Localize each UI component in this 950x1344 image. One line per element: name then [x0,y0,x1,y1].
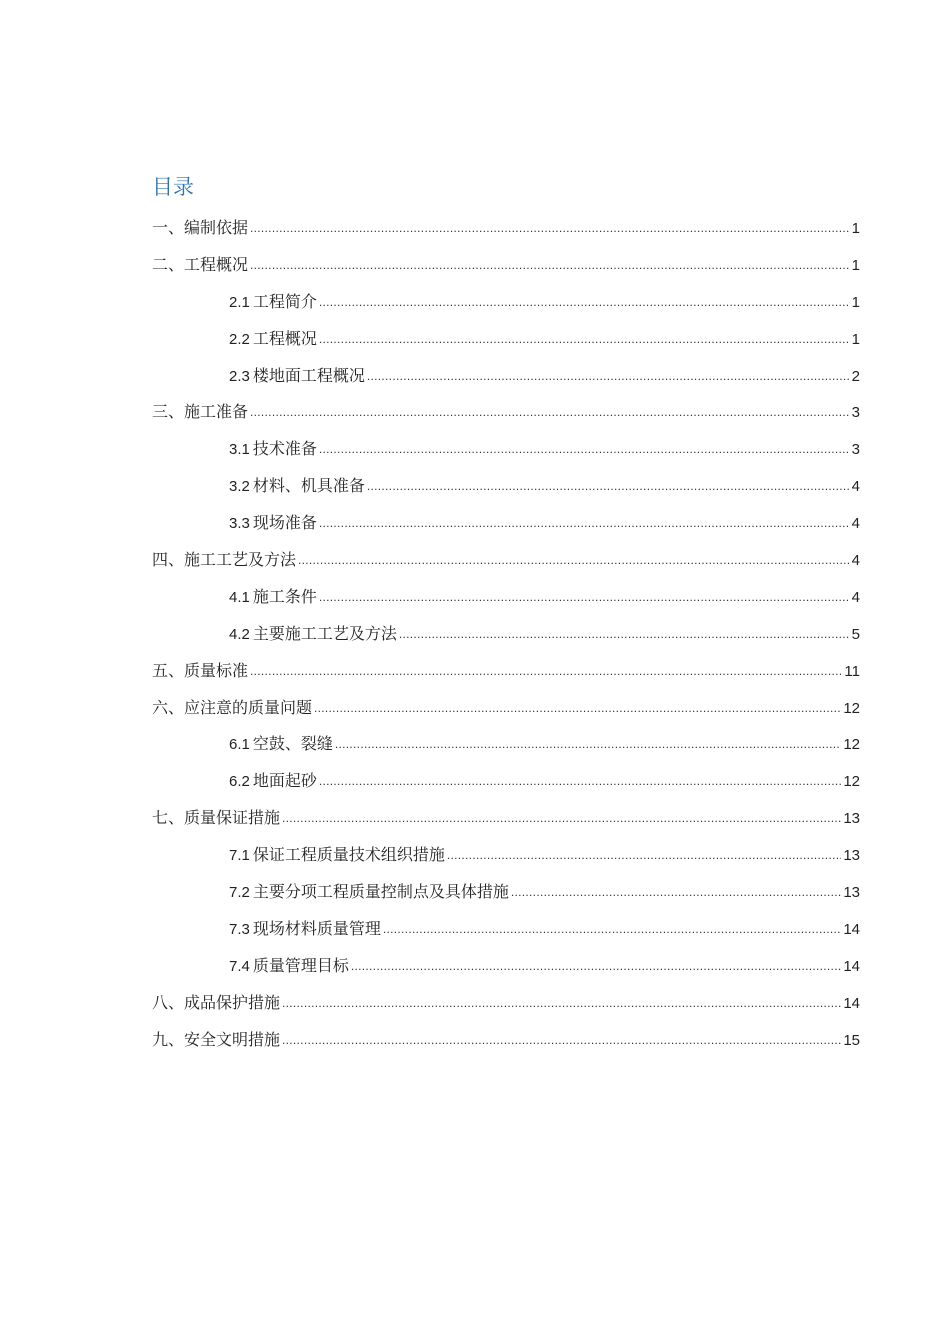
toc-entry[interactable] [152,542,860,579]
toc-entry-page-number: 1 [851,330,860,348]
toc-entry-label [229,431,317,469]
toc-entry-text: 六、应注意的质量问题 [152,697,313,717]
toc-entry-page-number: 12 [843,736,860,754]
toc-entry[interactable] [152,726,860,763]
toc-entry-label [152,985,280,1022]
toc-entry-text: 施工条件 [252,586,317,606]
toc-entry[interactable] [152,653,860,690]
toc-entry-label [152,690,312,727]
toc-entry-page-number: 13 [843,847,860,865]
toc-dot-leader [314,689,841,727]
toc-entry[interactable] [152,321,860,358]
toc-entry-text: 工程简介 [252,291,317,311]
toc-entry-label [152,210,248,247]
toc-entry[interactable] [152,394,860,431]
toc-dot-leader [319,762,841,800]
toc-entry[interactable] [152,247,860,284]
toc-entry-label [229,284,317,322]
toc-entry-label [152,542,296,579]
toc-entry-page-number: 1 [851,293,860,311]
toc-entry-label [152,394,248,431]
toc-dot-leader [282,1021,841,1059]
toc-dot-leader [250,246,850,284]
toc-entry-text: 三、施工准备 [152,402,249,422]
toc-dot-leader [319,578,850,616]
toc-entry-number: 4.2 [229,625,250,643]
toc-entry-number: 4.1 [229,588,250,606]
toc-entry-page-number: 4 [851,515,860,533]
toc-entry[interactable] [152,837,860,874]
toc-entry-text: 保证工程质量技术组织措施 [252,845,445,865]
toc-entry-text: 二、工程概况 [152,254,249,274]
toc-entry-number: 3.1 [229,441,250,459]
toc-dot-leader [319,504,850,542]
toc-entry-label [229,616,397,654]
toc-entry-page-number: 13 [843,884,860,902]
toc-entry-label [229,468,365,506]
toc-entry[interactable] [152,431,860,468]
toc-entry[interactable] [152,985,860,1022]
toc-dot-leader [319,283,850,321]
toc-entry-label [152,247,248,284]
toc-entry-page-number: 14 [843,957,860,975]
toc-dot-leader [511,873,841,911]
toc-entry-text: 八、成品保护措施 [152,992,281,1012]
toc-entry-label [229,948,349,986]
toc-dot-leader [367,357,850,395]
toc-entry[interactable] [152,358,860,395]
toc-entry-page-number: 4 [851,552,860,570]
toc-dot-leader [250,209,850,247]
toc-entry-page-number: 11 [844,662,860,680]
toc-entry-label [229,358,365,396]
toc-entry-text: 七、质量保证措施 [152,808,281,828]
toc-entry[interactable] [152,690,860,727]
toc-entry[interactable] [152,948,860,985]
toc-entry-number: 7.3 [229,920,250,938]
toc-entry-number: 2.2 [229,330,250,348]
toc-entry-text: 材料、机具准备 [252,476,365,496]
toc-dot-leader [282,984,841,1022]
toc-entry[interactable] [152,874,860,911]
toc-dot-leader [335,725,841,763]
toc-entry-text: 主要分项工程质量控制点及具体措施 [252,882,509,902]
toc-entry-page-number: 12 [843,699,860,717]
toc-entry-text: 五、质量标准 [152,660,249,680]
toc-entry-page-number: 1 [851,220,860,237]
toc-entry-number: 6.2 [229,773,250,791]
toc-entry-number: 6.1 [229,736,250,754]
toc-entry-text: 技术准备 [252,439,317,459]
toc-entry[interactable] [152,1022,860,1059]
toc-entry-text: 一、编制依据 [152,218,249,237]
toc-entry-label [229,837,445,875]
toc-entry-text: 四、施工工艺及方法 [152,550,297,570]
toc-dot-leader [367,467,850,505]
toc-dot-leader [250,652,842,690]
toc-entry-label [152,1022,280,1059]
toc-entry-page-number: 2 [851,367,860,385]
toc-entry-number: 3.3 [229,515,250,533]
toc-entry-page-number: 4 [851,588,860,606]
toc-dot-leader [319,430,850,468]
toc-entry[interactable] [152,505,860,542]
toc-entry-text: 工程概况 [252,328,317,348]
toc-entry-text: 楼地面工程概况 [252,365,365,385]
toc-entry[interactable] [152,763,860,800]
toc-entry-number: 7.4 [229,957,250,975]
toc-entry-page-number: 14 [843,920,860,938]
toc-dot-leader [282,799,841,837]
toc-entry-page-number: 13 [843,810,860,828]
toc-entry-label [152,653,248,690]
toc-entry-number: 2.3 [229,367,250,385]
toc-entry-text: 现场材料质量管理 [252,918,381,938]
toc-dot-leader [250,393,850,431]
toc-entry-label [229,763,317,801]
toc-entry-page-number: 1 [851,256,860,274]
toc-entry[interactable] [152,210,860,247]
toc-entry-text: 现场准备 [252,513,317,533]
toc-entry-page-number: 12 [843,773,860,791]
toc-entry[interactable] [152,284,860,321]
toc-entry-number: 3.2 [229,478,250,496]
toc-entry[interactable] [152,468,860,505]
toc-entry-number: 7.2 [229,884,250,902]
toc-entry[interactable] [152,579,860,616]
toc-entry[interactable] [152,911,860,948]
toc-entry-page-number: 14 [843,994,860,1012]
toc-dot-leader [447,836,841,874]
toc-dot-leader [319,320,850,358]
toc-title: 目录 [152,175,194,199]
toc-entry[interactable] [152,800,860,837]
toc-entry-page-number: 4 [851,478,860,496]
toc-dot-leader [383,910,841,948]
toc-entry-text: 空鼓、裂缝 [252,734,333,754]
toc-entry-label [152,800,280,837]
toc-entry-page-number: 3 [851,441,860,459]
toc-entry-number: 7.1 [229,847,250,865]
toc-entry-label [229,726,333,764]
toc-entry-page-number: 3 [851,404,860,422]
toc-entry-page-number: 5 [851,625,860,643]
toc-dot-leader [399,615,850,653]
toc-entry-number: 2.1 [229,293,250,311]
toc-entry-label [229,911,381,949]
toc-dot-leader [298,541,850,579]
toc-entry-label [229,579,317,617]
toc-entry-text: 九、安全文明措施 [152,1029,281,1049]
toc-entry-label [229,321,317,359]
toc-entry-page-number: 15 [843,1031,860,1049]
table-of-contents [152,210,860,1058]
toc-entry-text: 地面起砂 [252,771,317,791]
toc-dot-leader [351,947,841,985]
toc-entry-text: 主要施工工艺及方法 [252,623,397,643]
toc-entry-label [229,505,317,543]
toc-entry-text: 质量管理目标 [252,955,349,975]
toc-entry[interactable] [152,616,860,653]
toc-entry-label [229,874,509,912]
